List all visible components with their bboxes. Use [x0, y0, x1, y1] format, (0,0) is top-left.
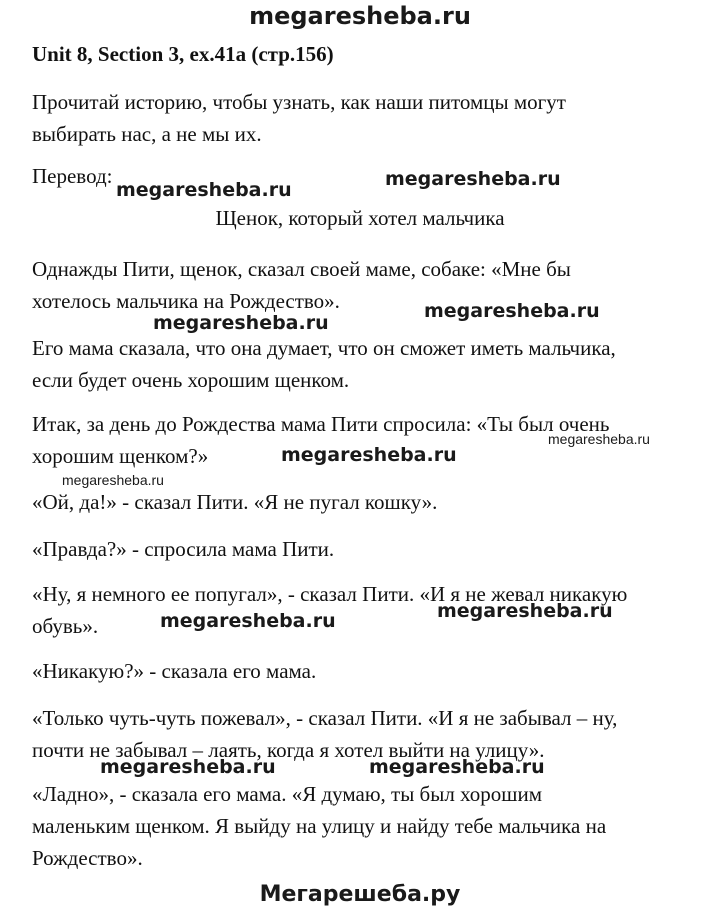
watermark: megaresheba.ru: [153, 312, 329, 334]
paragraph-line: «Ну, я немного ее попугал», - сказал Пити. «И я не жевал никакую: [32, 582, 628, 606]
paragraph-line: «Только чуть-чуть пожевал», - сказал Пити. «И я не забывал – ну,: [32, 706, 618, 730]
watermark: megaresheba.ru: [424, 300, 600, 322]
watermark: megaresheba.ru: [437, 600, 613, 622]
watermark: megaresheba.ru: [62, 472, 164, 488]
story-paragraph-7: [32, 655, 316, 687]
paragraph-line: Рождество».: [32, 846, 143, 870]
paragraph-line: Однажды Пити, щенок, сказал своей маме, собаке: «Мне бы: [32, 257, 571, 281]
watermark: megaresheba.ru: [281, 444, 457, 466]
paragraph-line: «Ладно», - сказала его мама. «Я думаю, ты был хорошим: [32, 782, 542, 806]
paragraph-line: маленьким щенком. Я выйду на улицу и найду тебе мальчика на: [32, 814, 607, 838]
watermark: megaresheba.ru: [116, 179, 292, 201]
site-header: megaresheba.ru: [249, 2, 471, 30]
paragraph-line: Итак, за день до Рождества мама Пити спросила: «Ты был очень: [32, 412, 610, 436]
story-paragraph-9: [32, 778, 606, 874]
watermark: megaresheba.ru: [385, 168, 561, 190]
watermark: megaresheba.ru: [100, 756, 276, 778]
watermark: megaresheba.ru: [160, 610, 336, 632]
paragraph-line: почти не забывал – лаять, когда я хотел выйти на улицу».: [32, 738, 545, 762]
instruction-line-1: Прочитай историю, чтобы узнать, как наши питомцы могут: [32, 90, 566, 114]
exercise-heading: Unit 8, Section 3, ex.41a (стр.156): [32, 42, 334, 66]
paragraph-line: «Никакую?» - сказала его мама.: [32, 659, 317, 683]
story-paragraph-5: [32, 533, 334, 565]
paragraph-line: «Правда?» - спросила мама Пити.: [32, 537, 335, 561]
instruction-line-2: выбирать нас, а не мы их.: [32, 122, 262, 146]
watermark: megaresheba.ru: [369, 756, 545, 778]
paragraph-line: хотелось мальчика на Рождество».: [32, 289, 340, 313]
site-footer: Мегарешеба.ру: [259, 882, 461, 907]
paragraph-line: Его мама сказала, что она думает, что он сможет иметь мальчика,: [32, 336, 616, 360]
story-title: Щенок, который хотел мальчика: [215, 206, 505, 230]
paragraph-line: обувь».: [32, 614, 99, 638]
story-paragraph-2: [32, 332, 616, 396]
instruction-text: [32, 86, 566, 150]
paragraph-line: хорошим щенком?»: [32, 444, 209, 468]
story-paragraph-4: [32, 486, 437, 518]
watermark: megaresheba.ru: [548, 431, 650, 447]
paragraph-line: если будет очень хорошим щенком.: [32, 368, 350, 392]
translation-label: Перевод:: [32, 164, 113, 188]
paragraph-line: «Ой, да!» - сказал Пити. «Я не пугал кошку».: [32, 490, 438, 514]
